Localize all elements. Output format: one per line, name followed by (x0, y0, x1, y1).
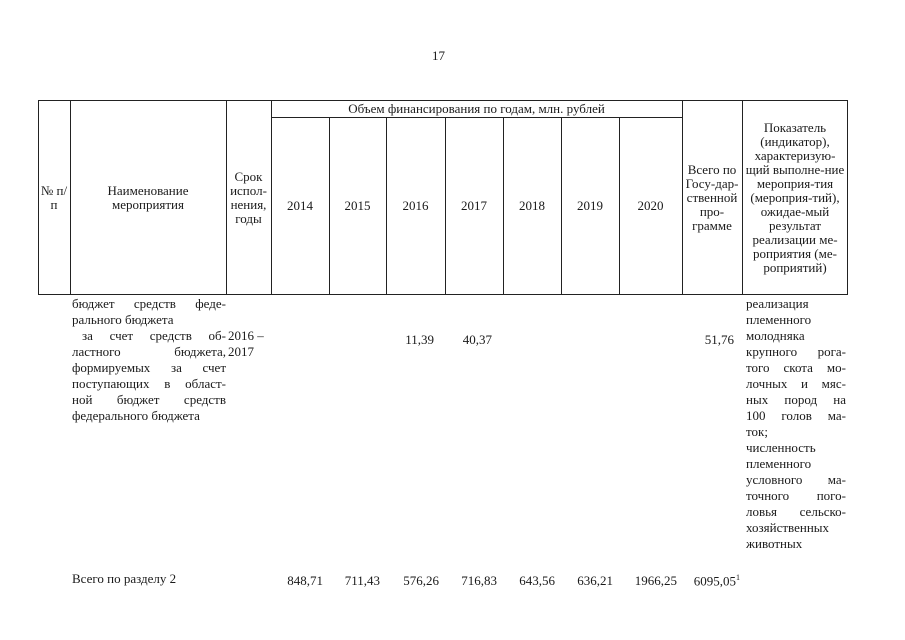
indicator-line: ных пород на (746, 392, 846, 407)
page-number: 17 (432, 48, 445, 63)
indicator-line: реализация (746, 296, 809, 311)
header-year: 2014 (287, 198, 313, 213)
indicator-line: того скота мо- (746, 360, 846, 375)
total-value-2016: 576,26 (403, 573, 439, 588)
total-value-2018: 643,56 (519, 573, 555, 588)
indicator-line: численность (746, 440, 816, 455)
indicator-line: животных (746, 536, 803, 551)
indicator-line: племенного (746, 312, 812, 327)
total-value-2017: 716,83 (461, 573, 497, 588)
total-value-2014: 848,71 (287, 573, 323, 588)
header-term: Срок испол-нения, годы (230, 168, 267, 226)
total-value-2020: 1966,25 (634, 573, 677, 588)
indicator-line: условного ма- (746, 472, 846, 487)
indicator-line: ток; (746, 424, 768, 439)
indicator-line: ловья сельско- (746, 504, 846, 519)
name-line: рального бюджета (72, 312, 174, 327)
name-line: ной бюджет средств (72, 392, 226, 407)
indicator-line: хозяйственных (746, 520, 830, 535)
total-value-2015: 711,43 (344, 573, 380, 588)
header-year: 2020 (637, 198, 664, 213)
indicator-line: лочных и мяс- (746, 376, 846, 391)
name-line: формируемых за счет (72, 360, 226, 375)
indicator-line: крупного рога- (746, 344, 846, 359)
header-year: 2016 (402, 198, 429, 213)
indicator-line: 100 голов ма- (746, 408, 846, 423)
header-total: Всего по Госу-дар-ственной про-грамме (685, 161, 739, 233)
name-line: за счет средств об- (82, 328, 226, 343)
header-no: № п/п (40, 182, 68, 212)
name-line: поступающих в област- (72, 376, 226, 391)
total-value-2019: 636,21 (577, 573, 613, 588)
row-name-text (72, 296, 226, 424)
header-funding-title: Объем финансирования по годам, млн. рублей (348, 100, 605, 116)
total-row-label: Всего по разделу 2 (72, 571, 177, 586)
header-indicator: Показатель (индикатор), характеризую-щий выполне-ние мероприя-тия (мероприя-тий), ожидае-мый результат реализации ме-роприятия (ме-роприятий) (745, 119, 845, 275)
header-year: 2015 (344, 198, 371, 213)
row-value-2016: 11,39 (405, 332, 434, 347)
row-indicator-text (746, 296, 846, 552)
total-value-all-text: 6095,05 (693, 573, 736, 589)
indicator-line: точного пого- (746, 488, 846, 503)
header-year: 2017 (461, 198, 487, 213)
row-term: 2016 – 2017 (228, 328, 264, 359)
row-total: 51,76 (704, 332, 734, 347)
header-name: Наименование мероприятия (107, 182, 189, 212)
indicator-line: молодняка (746, 328, 805, 343)
row-value-2017: 40,37 (462, 332, 492, 347)
total-value-all (682, 573, 740, 589)
name-line: ластного бюджета, (72, 344, 226, 359)
name-line: федерального бюджета (72, 408, 200, 423)
header-year: 2019 (577, 198, 603, 213)
name-line: бюджет средств феде- (72, 296, 226, 311)
indicator-line: племенного (746, 456, 812, 471)
total-footnote-mark: 1 (736, 573, 740, 582)
header-year: 2018 (519, 198, 545, 213)
